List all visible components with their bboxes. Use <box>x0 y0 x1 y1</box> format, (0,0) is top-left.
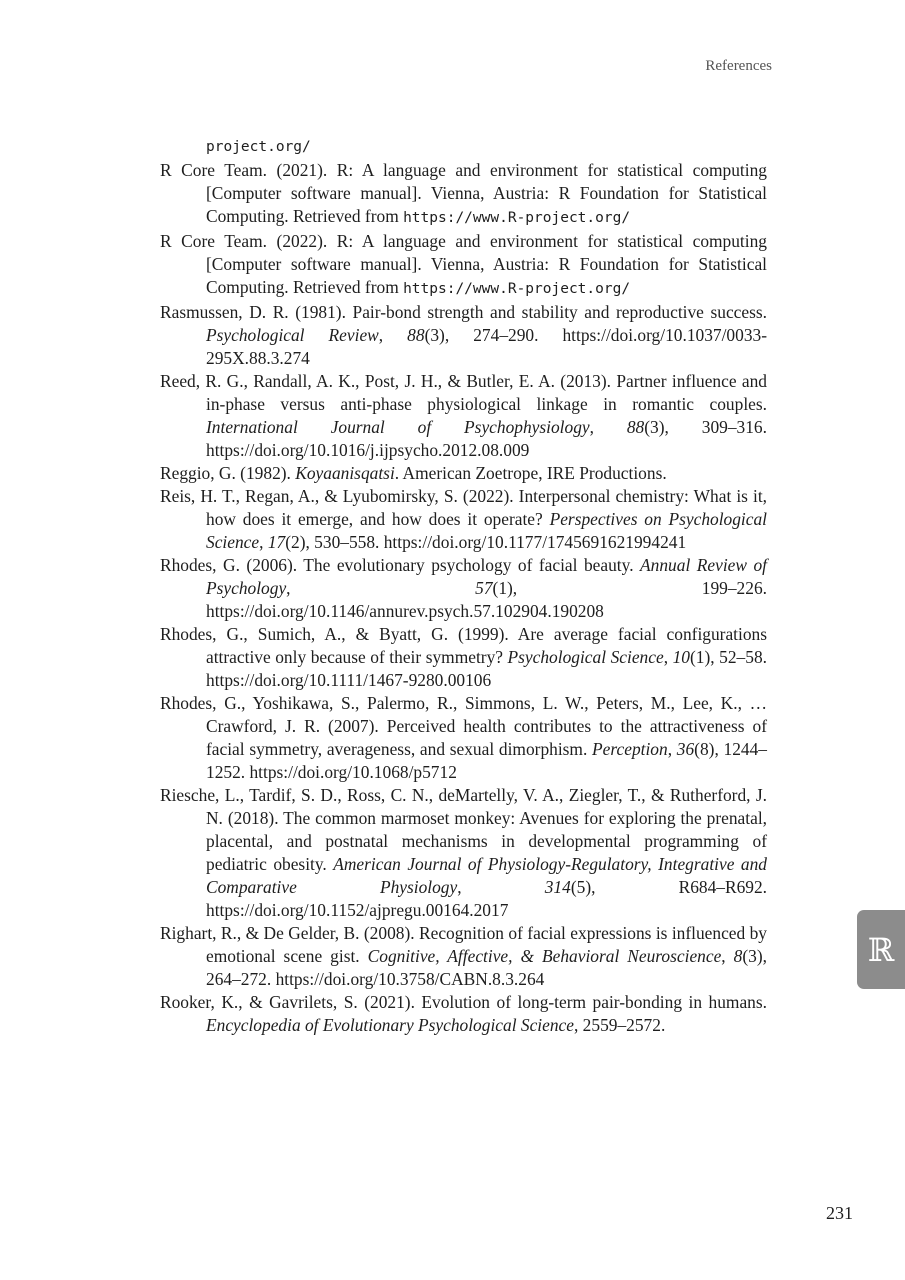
reference-text: , <box>378 325 408 345</box>
reference-text: Reggio, G. (1982). <box>160 463 296 483</box>
reference-entry <box>160 554 767 623</box>
reference-italic-text: 88 <box>407 325 425 345</box>
reference-italic-text: International Journal of Psychophysiology <box>206 417 590 437</box>
reference-italic-text: Psychological Review <box>206 325 379 345</box>
reference-italic-text: Cognitive, Affective, & Behavioral Neuroscience <box>367 946 722 966</box>
reference-italic-text: Perspectives on Psychological Science <box>206 509 768 552</box>
reference-entry-continuation <box>160 134 767 159</box>
reference-text: Rooker, K., & Gavrilets, S. (2021). Evolution of long-term pair-bonding in humans. <box>160 992 767 1012</box>
reference-text: (3), 264–272. https://doi.org/10.3758/CABN.8.3.264 <box>206 946 767 989</box>
reference-italic-text: Perception <box>592 739 668 759</box>
reference-text: , <box>286 578 476 598</box>
reference-italic-text: Koyaanisqatsi <box>295 463 395 483</box>
reference-italic-text: 88 <box>626 417 645 437</box>
reference-text: , <box>589 417 627 437</box>
reference-url: project.org/ <box>206 139 311 155</box>
reference-text: Rhodes, G., Yoshikawa, S., Palermo, R., Simmons, L. W., Peters, M., Lee, K., … Crawford, J. R. (2007). Perceived health contributes to the attractiveness of facial symmetry, averageness, and sexual dimorphism. <box>160 693 767 759</box>
reference-entry <box>160 462 767 485</box>
reference-entry <box>160 623 767 692</box>
reference-text: Rhodes, G., Sumich, A., & Byatt, G. (1999). Are average facial configurations attractive only because of their symmetry? <box>160 624 767 667</box>
reference-text: (5), R684–R692. https://doi.org/10.1152/ajpregu.00164.2017 <box>206 877 768 920</box>
reference-entry <box>160 485 767 554</box>
reference-text: (8), 1244–1252. https://doi.org/10.1068/p5712 <box>206 739 768 782</box>
running-head: References <box>705 58 772 74</box>
reference-entry <box>160 922 767 991</box>
reference-text: Rasmussen, D. R. (1981). Pair-bond strength and stability and reproductive success. <box>160 302 767 322</box>
reference-text: , 2559–2572. <box>573 1015 666 1035</box>
reference-text: R Core Team. (2021). R: A language and environment for statistical computing [Computer software manual]. Vienna, Austria: R Foundation for Statistical Computing. Retrieved from <box>160 160 767 226</box>
reference-entry <box>160 159 767 230</box>
reference-text: , <box>721 946 734 966</box>
reference-text: Reed, R. G., Randall, A. K., Post, J. H., & Butler, E. A. (2013). Partner influence and in-phase versus anti-phase physiological linkage in romantic couples. <box>160 371 767 414</box>
reference-text: Rhodes, G. (2006). The evolutionary psychology of facial beauty. <box>160 555 641 575</box>
reference-italic-text: Encyclopedia of Evolutionary Psychological Science <box>206 1015 574 1035</box>
reference-italic-text: 36 <box>676 739 695 759</box>
reference-italic-text: 10 <box>672 647 690 667</box>
reference-entry <box>160 784 767 922</box>
reference-text: , <box>663 647 673 667</box>
reference-entry <box>160 230 767 301</box>
reference-italic-text: Psychological Science <box>507 647 664 667</box>
reference-text: (2), 530–558. https://doi.org/10.1177/1745691621994241 <box>285 532 687 552</box>
reference-text: (3), 274–290. https://doi.org/10.1037/0033-295X.88.3.274 <box>206 325 767 368</box>
reference-text: Riesche, L., Tardif, S. D., Ross, C. N., deMartelly, V. A., Ziegler, T., & Rutherford, J. N. (2018). The common marmoset monkey: Avenues for exploring the prenatal, placental, and postnatal mechanisms in developmental programming of pediatric obesity. <box>160 785 767 874</box>
reference-text: R Core Team. (2022). R: A language and environment for statistical computing [Computer software manual]. Vienna, Austria: R Foundation for Statistical Computing. Retrieved from <box>160 231 767 297</box>
reference-entry <box>160 370 767 462</box>
reference-entry <box>160 991 767 1037</box>
reference-text: (1), 52–58. https://doi.org/10.1111/1467-9280.00106 <box>206 647 767 690</box>
reference-url: https://www.R-project.org/ <box>403 210 631 226</box>
reference-text: , <box>259 532 268 552</box>
reference-entry <box>160 692 767 784</box>
reference-italic-text: 8 <box>733 946 743 966</box>
reference-text: , <box>667 739 677 759</box>
reference-text: Reis, H. T., Regan, A., & Lyubomirsky, S. (2022). Interpersonal chemistry: What is it, how does it emerge, and how does it operate? <box>160 486 767 529</box>
thumb-index-letter: ℝ <box>867 930 895 969</box>
reference-entry <box>160 301 767 370</box>
reference-list <box>160 134 767 1037</box>
reference-text: , <box>457 877 545 897</box>
thumb-index-tab[interactable] <box>857 910 905 989</box>
reference-italic-text: 57 <box>475 578 493 598</box>
reference-italic-text: Annual Review of Psychology <box>206 555 768 598</box>
reference-text: . American Zoetrope, IRE Productions. <box>394 463 667 483</box>
reference-text: (3), 309–316. https://doi.org/10.1016/j.ijpsycho.2012.08.009 <box>206 417 767 460</box>
reference-text: Righart, R., & De Gelder, B. (2008). Recognition of facial expressions is influenced by emotional scene gist. <box>160 923 767 966</box>
reference-url: https://www.R-project.org/ <box>403 281 631 297</box>
page-number: 231 <box>826 1203 853 1223</box>
reference-italic-text: American Journal of Physiology-Regulatory, Integrative and Comparative Physiology <box>206 854 767 897</box>
reference-italic-text: 314 <box>544 877 571 897</box>
reference-text: (1), 199–226. https://doi.org/10.1146/annurev.psych.57.102904.190208 <box>206 578 767 621</box>
reference-italic-text: 17 <box>267 532 286 552</box>
